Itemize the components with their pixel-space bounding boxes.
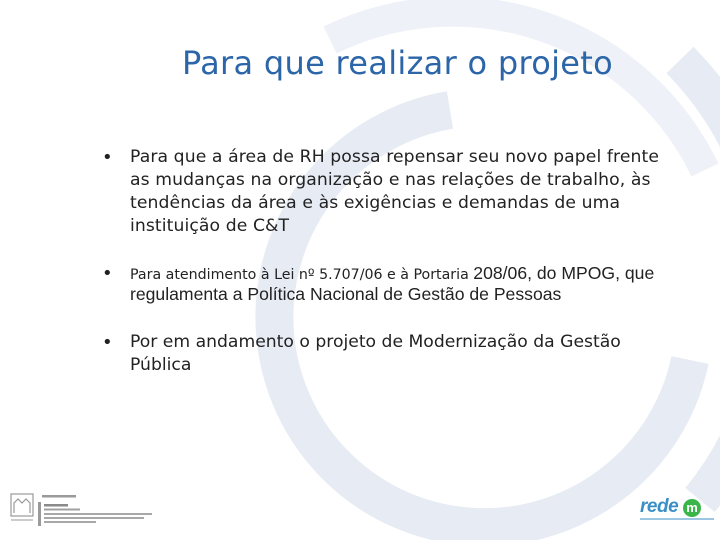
rede-logo-text: rede bbox=[640, 496, 679, 517]
bullet-dot: • bbox=[102, 147, 113, 168]
bullet-item bbox=[102, 331, 682, 377]
bullet-text-part2: 208/06, do MPOG, que regulamenta a Política Nacional de Gestão de Pessoas bbox=[130, 263, 655, 304]
bullet-text-part1: Para atendimento à Lei nº 5.707/06 e à Portaria bbox=[130, 267, 474, 283]
bullet-dot: • bbox=[102, 332, 113, 353]
bullet-item bbox=[102, 264, 682, 305]
rede-logo-mark: m bbox=[683, 499, 701, 517]
slide-title: Para que realizar o projeto bbox=[181, 44, 614, 82]
bullet-dot: • bbox=[102, 263, 113, 284]
bullet-list bbox=[102, 146, 682, 377]
ministerio-saude-logo bbox=[10, 492, 160, 528]
bullet-item bbox=[102, 146, 682, 238]
rede-logo bbox=[640, 496, 714, 526]
bullet-text: Para que a área de RH possa repensar seu novo papel frente as mudanças na organização e nas relações de trabalho, às tendências da área e às exigências e demandas de uma instituição de C&T bbox=[130, 147, 660, 236]
rede-logo-underline bbox=[640, 518, 714, 520]
bullet-text: Por em andamento o projeto de Modernização da Gestão Pública bbox=[130, 332, 621, 375]
